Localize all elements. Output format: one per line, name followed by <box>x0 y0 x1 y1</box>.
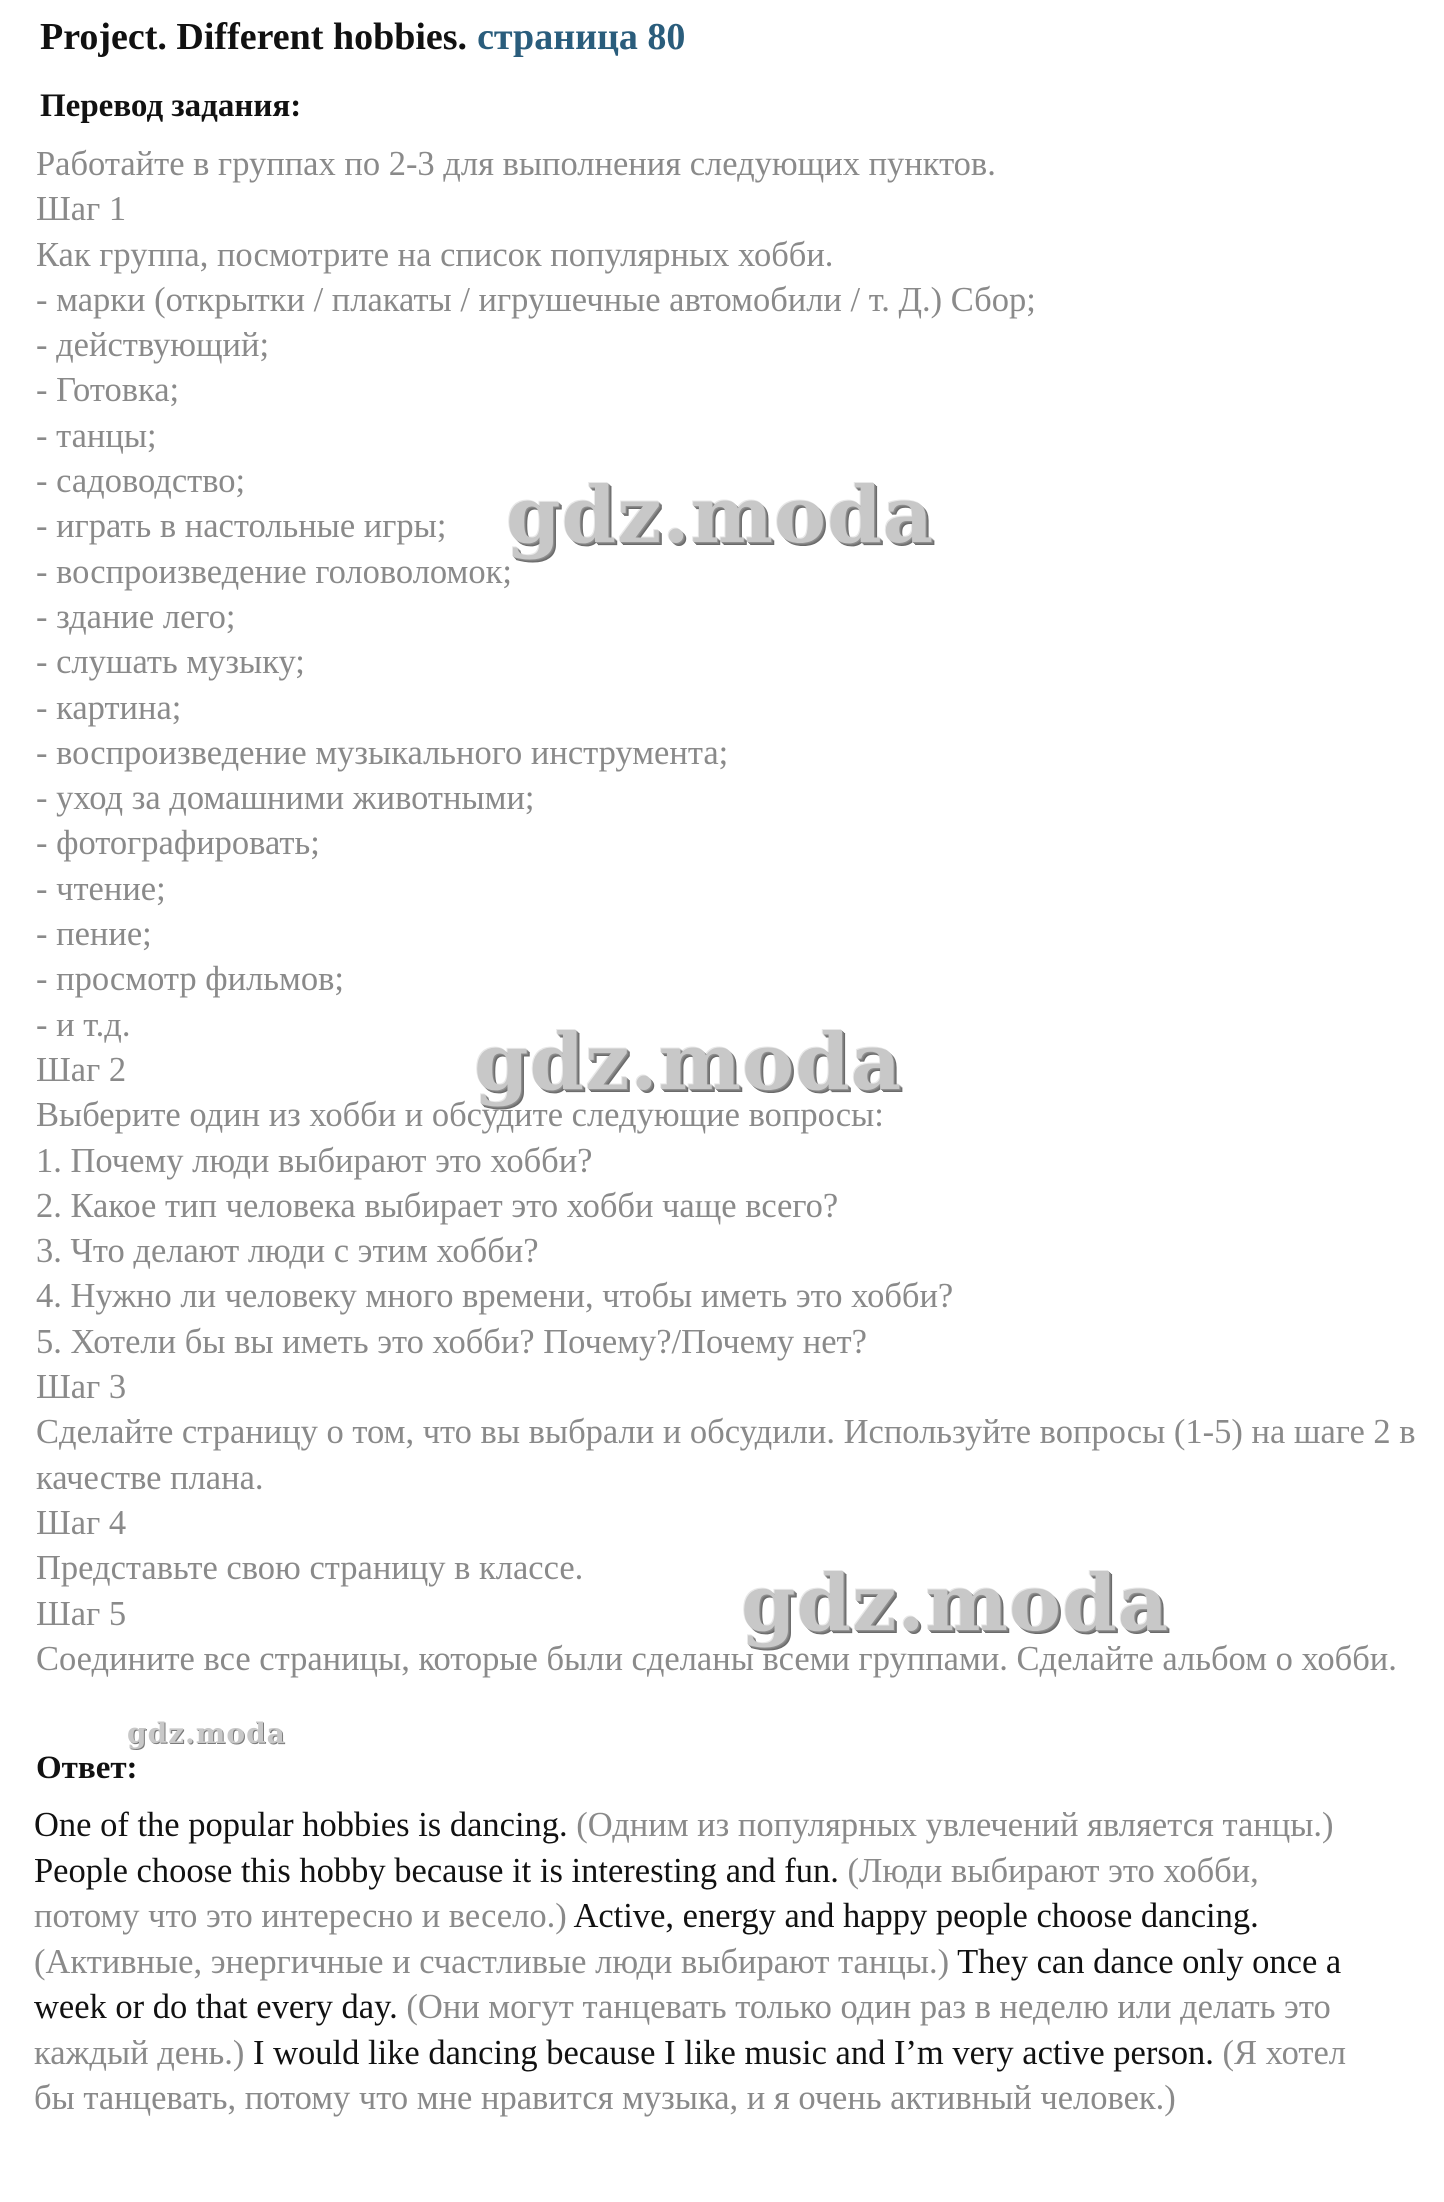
answer-english-sentence: People choose this hobby because it is interesting and fun. <box>34 1851 839 1890</box>
answer-heading: Ответ: <box>36 1750 138 1786</box>
answer-english-sentence: One of the popular hobbies is dancing. <box>34 1806 568 1844</box>
task-line: Соедините все страницы, которые были сделаны всеми группами. Сделайте альбом о хобби. <box>36 1639 1397 1678</box>
answer-english-sentence: I would like dancing because I like music and I’m very active person. <box>253 2033 1214 2072</box>
hobby-list-item: - марки (открытки / плакаты / игрушечные автомобили / т. Д.) Сбор; <box>36 280 1036 319</box>
answer-russian-translation: (Я хотел бы танцевать, потому что мне нравится музыка, и я очень активный человек.) <box>34 2033 1346 2117</box>
hobby-list-item: - пение; <box>36 915 152 954</box>
question-item: 2. Какое тип человека выбирает это хобби чаще всего? <box>36 1186 839 1225</box>
hobby-list-item: - и т.д. <box>36 1005 131 1044</box>
answer-english-sentence: They can dance only once a week or do that every day. <box>34 1942 1342 2026</box>
task-step-label: Шаг 2 <box>36 1050 127 1089</box>
task-step-label: Шаг 3 <box>36 1368 127 1407</box>
answer-russian-translation: (Активные, энергичные и счастливые люди выбирают танцы.) <box>34 1942 950 1981</box>
hobby-list-item: - Готовка; <box>36 371 180 410</box>
question-item: 4. Нужно ли человеку много времени, чтобы иметь это хобби? <box>36 1277 954 1316</box>
watermark-logo: gdz.moda <box>474 1017 903 1108</box>
page-number-link[interactable]: страница 80 <box>477 16 686 58</box>
answer-russian-translation: (Одним из популярных увлечений является танцы.) <box>576 1806 1334 1844</box>
watermark-logo: gdz.moda <box>127 1717 286 1750</box>
question-item: 3. Что делают люди с этим хобби? <box>36 1232 539 1271</box>
task-line: Сделайте страницу о том, что вы выбрали и обсудили. Используйте вопросы (1-5) на шаге 2 в качестве плана. <box>36 1413 1416 1497</box>
hobby-list-item: - фотографировать; <box>36 824 320 863</box>
task-translation-text <box>36 142 1416 1682</box>
page-header <box>40 10 685 64</box>
task-translation-heading: Перевод задания: <box>40 88 302 124</box>
hobby-list-item: - чтение; <box>36 869 166 908</box>
question-item: 5. Хотели бы вы иметь это хобби? Почему?/Почему нет? <box>36 1322 867 1361</box>
watermark-logo: gdz.moda <box>741 1558 1170 1649</box>
question-item: 1. Почему люди выбирают это хобби? <box>36 1141 593 1180</box>
task-line: Представьте свою страницу в классе. <box>36 1549 584 1588</box>
hobby-list-item: - здание лего; <box>36 597 236 636</box>
task-step-label: Шаг 4 <box>36 1503 127 1542</box>
answer-russian-translation: (Люди выбирают это хобби, потому что это интересно и весело.) <box>34 1851 1259 1935</box>
hobby-list-item: - воспроизведение музыкального инструмента; <box>36 733 729 772</box>
hobby-list-item: - садоводство; <box>36 462 246 501</box>
watermark-logo: gdz.moda <box>506 470 935 561</box>
answer-russian-translation: (Они могут танцевать только один раз в неделю или делать это каждый день.) <box>34 1988 1331 2072</box>
answer-english-sentence: Active, energy and happy people choose dancing. <box>573 1897 1259 1935</box>
task-step-label: Шаг 5 <box>36 1594 127 1633</box>
hobby-list-item: - картина; <box>36 688 182 727</box>
task-line: Как группа, посмотрите на список популярных хобби. <box>36 235 834 274</box>
answer-text <box>34 1803 1364 2122</box>
task-step-label: Шаг 1 <box>36 190 127 229</box>
hobby-list-item: - слушать музыку; <box>36 643 305 682</box>
task-line: Работайте в группах по 2-3 для выполнения следующих пунктов. <box>36 145 996 183</box>
hobby-list-item: - действующий; <box>36 326 270 365</box>
hobby-list-item: - воспроизведение головоломок; <box>36 552 512 591</box>
hobby-list-item: - играть в настольные игры; <box>36 507 447 546</box>
hobby-list-item: - танцы; <box>36 416 157 455</box>
page-title: Project. Different hobbies. <box>40 16 468 58</box>
hobby-list-item: - уход за домашними животными; <box>36 779 535 818</box>
task-line: Выберите один из хобби и обсудите следующие вопросы: <box>36 1096 884 1135</box>
hobby-list-item: - просмотр фильмов; <box>36 960 344 999</box>
